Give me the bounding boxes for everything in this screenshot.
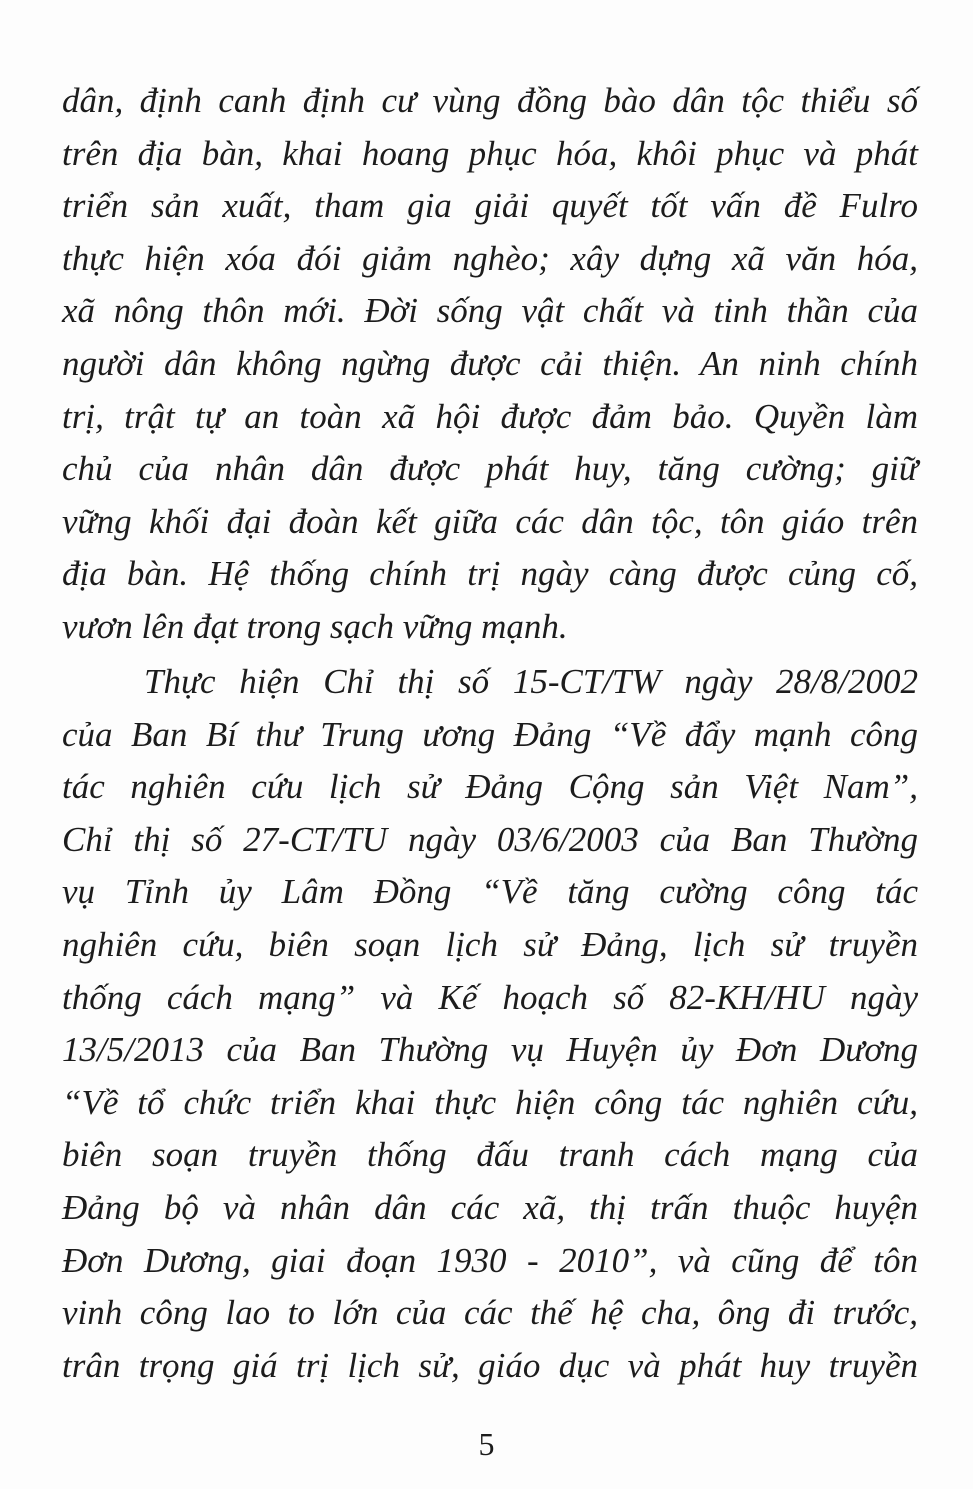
text-line: của Ban Bí thư Trung ương Đảng “Về đẩy mạnh công: [62, 714, 918, 754]
text-line: vững khối đại đoàn kết giữa các dân tộc, tôn giáo trên: [62, 501, 918, 541]
text-line: vinh công lao to lớn của các thế hệ cha, ông đi trước,: [62, 1293, 918, 1333]
text-line: Đơn Dương, giai đoạn 1930 - 2010”, và cũng để tôn: [62, 1240, 918, 1280]
text-line: Thực hiện Chỉ thị số 15-CT/TW ngày 28/8/2002: [144, 662, 918, 701]
text-line: chủ của nhân dân được phát huy, tăng cường; giữ: [62, 449, 918, 489]
text-line: địa bàn. Hệ thống chính trị ngày càng được củng cố,: [62, 554, 918, 594]
text-line: người dân không ngừng được cải thiện. An ninh chính: [62, 343, 918, 383]
text-line: trên địa bàn, khai hoang phục hóa, khôi phục và phát: [62, 133, 918, 173]
text-line: thực hiện xóa đói giảm nghèo; xây dựng xã văn hóa,: [62, 238, 918, 278]
paragraph: [62, 656, 918, 1392]
text-line: nghiên cứu, biên soạn lịch sử Đảng, lịch sử truyền: [62, 924, 918, 964]
text-line: “Về tổ chức triển khai thực hiện công tác nghiên cứu,: [62, 1082, 918, 1122]
text-line: triển sản xuất, tham gia giải quyết tốt vấn đề Fulro: [62, 186, 918, 226]
text-line: biên soạn truyền thống đấu tranh cách mạng của: [62, 1135, 918, 1175]
text-line: Đảng bộ và nhân dân các xã, thị trấn thuộc huyện: [62, 1187, 918, 1227]
text-line: vụ Tỉnh ủy Lâm Đồng “Về tăng cường công tác: [62, 872, 918, 912]
text-line: vươn lên đạt trong sạch vững mạnh.: [62, 606, 568, 646]
text-line: thống cách mạng” và Kế hoạch số 82-KH/HU ngày: [62, 977, 918, 1017]
text-line: 13/5/2013 của Ban Thường vụ Huyện ủy Đơn Dương: [62, 1030, 918, 1070]
text-line: dân, định canh định cư vùng đồng bào dân tộc thiểu số: [62, 81, 918, 120]
paragraph-continued: [62, 75, 918, 654]
page-number: 5: [478, 1426, 495, 1462]
text-line: trị, trật tự an toàn xã hội được đảm bảo. Quyền làm: [62, 396, 918, 436]
text-line: trân trọng giá trị lịch sử, giáo dục và phát huy truyền: [62, 1345, 918, 1385]
text-line: Chỉ thị số 27-CT/TU ngày 03/6/2003 của Ban Thường: [62, 819, 918, 859]
text-line: xã nông thôn mới. Đời sống vật chất và tinh thần của: [62, 291, 918, 331]
text-line: tác nghiên cứu lịch sử Đảng Cộng sản Việt Nam”,: [62, 767, 918, 807]
